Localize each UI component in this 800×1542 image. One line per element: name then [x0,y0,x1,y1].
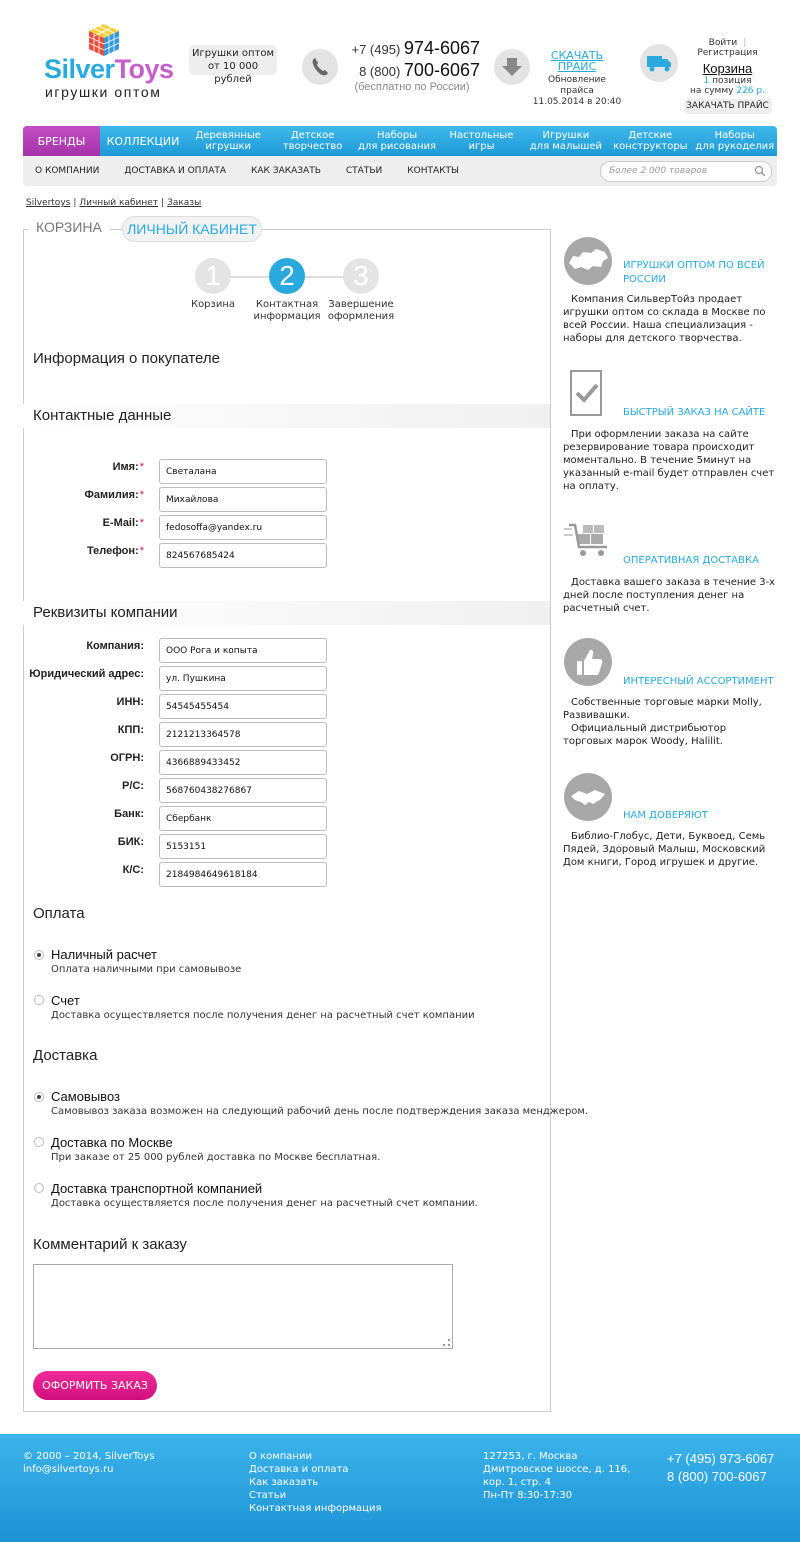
company-field[interactable]: ООО Рога и копыта [159,638,327,663]
download-price-link[interactable]: СКАЧАТЬ ПРАЙС [550,49,604,73]
sidebar-3-text: Доставка вашего заказа в течение 3-х дней после поступления денег на расчетный счет. [563,577,776,614]
nav-needlework-sets[interactable]: Наборы для рукоделия [695,130,775,152]
sidebar-4-text: Собственные торговые марки Molly, Развивашки. Официальный дистрибьютор торговых марок Woody, Halilit. [563,697,762,747]
company-label: Компания: [86,640,144,652]
footer-hours: Пн-Пт 8:30-17:30 [483,1490,573,1501]
breadcrumb-account[interactable]: Личный кабинет [79,198,159,208]
phone2-number[interactable]: 700-6067 [403,60,480,80]
inn-field[interactable]: 54545455454 [159,694,327,719]
footer-link-articles[interactable]: Статьи [249,1490,287,1501]
phone-block [340,38,480,93]
rubik-cube-icon [86,22,122,58]
truck-icon [640,44,678,82]
nav-constructors[interactable]: Детские конструкторы [613,130,688,152]
ogrn-field[interactable]: 4366889433452 [159,750,327,775]
logo-wordmark: SilverToys [44,54,174,84]
sidebar-5-title: НАМ ДОВЕРЯЮТ [623,810,708,821]
sidebar-5-text: Библио-Глобус, Дети, Буквоед, Семь Пядей, Здоровый Малыш, Московский Дом книги, Город игрушек и другие. [563,831,766,868]
footer-address-line: 127253, г. Москва [483,1451,578,1462]
payment-cash-radio[interactable] [34,950,44,960]
resize-grip-icon[interactable] [443,1339,450,1346]
first-name-label: Имя:* [112,461,144,473]
cart-link[interactable]: Корзина [702,61,753,76]
company-heading: Реквизиты компании [33,604,178,621]
sidebar-1-text: Компания СильверТойз продает игрушки оптом со склада в Москве по всей России. Наша специализация - наборы для детского творчества. [563,294,766,344]
delivery-heading: Доставка [33,1047,98,1064]
nav-wooden-toys[interactable]: Деревянные игрушки [195,130,261,152]
footer-phone-2[interactable]: 8 (800) 700-6067 [667,1469,767,1484]
russia-map-icon [563,236,613,286]
footer-address-line: Дмитровское шоссе, д. 116, [483,1464,631,1475]
footer-address-line: кор. 1, стр. 4 [483,1477,551,1488]
corr-account-label: К/С: [122,864,144,876]
subnav-articles[interactable]: СТАТЬИ [345,166,383,176]
register-link[interactable]: Регистрация [697,48,758,58]
legal-address-label: Юридический адрес: [29,668,144,680]
phone-field[interactable]: 824567685424 [159,543,327,568]
last-name-field[interactable]: Михайлова [159,487,327,512]
email-field[interactable]: fedosoffa@yandex.ru [159,515,327,540]
first-name-field[interactable]: Светалана [159,459,327,484]
buyer-info-heading: Информация о покупателе [33,350,220,367]
nav-board-games[interactable]: Настольные игры [449,130,514,152]
footer-phone-1[interactable]: +7 (495) 973-6067 [667,1451,775,1466]
ogrn-label: ОГРН: [110,752,144,764]
handshake-icon [563,772,613,822]
footer-link-about[interactable]: О компании [249,1451,312,1462]
inn-label: ИНН: [116,696,144,708]
submit-order-button[interactable]: ОФОРМИТЬ ЗАКАЗ [33,1371,157,1400]
delivery-transport-radio[interactable] [34,1183,44,1193]
step-1-circle: 1 [195,258,231,294]
contacts-heading: Контактные данные [33,407,172,424]
delivery-pickup-desc: Самовывоз заказа возможен на следующий рабочий день после подтверждения заказа менджером. [51,1106,589,1117]
footer [0,1434,800,1542]
delivery-pickup-label[interactable]: Самовывоз [51,1089,120,1104]
main-nav [23,126,777,156]
download-price-button[interactable]: ЗАКАЧАТЬ ПРАЙС [684,99,772,114]
last-name-label: Фамилия:* [84,489,144,501]
step-3-label: Завершение оформления [327,299,395,322]
kpp-field[interactable]: 2121213364578 [159,722,327,747]
phone1-number[interactable]: 974-6067 [403,38,480,58]
sidebar-4-title: ИНТЕРЕСНЫЙ АССОРТИМЕНТ [623,676,774,687]
price-block [532,50,622,108]
phone1-code: +7 (495) [351,42,401,57]
footer-link-delivery[interactable]: Доставка и оплата [249,1464,349,1475]
payment-heading: Оплата [33,905,85,922]
bik-field[interactable]: 5153151 [159,834,327,859]
cart-sum: 226 р. [736,86,765,96]
checklist-icon [563,368,613,418]
sidebar-3-title: ОПЕРАТИВНАЯ ДОСТАВКА [623,555,759,566]
footer-link-contacts[interactable]: Контактная информация [249,1503,382,1514]
email-label: E-Mail:* [102,517,144,529]
account-block: Войти |Регистрация Корзина 1 позиция на сумму 226 р. ЗАКАЧАТЬ ПРАЙС [680,38,775,114]
search-input[interactable]: Более 2 000 товаров [600,161,772,182]
kpp-label: КПП: [117,724,144,736]
delivery-moscow-radio[interactable] [34,1137,44,1147]
payment-cash-desc: Оплата наличными при самовывозе [51,964,242,975]
logo-tagline: игрушки оптом [45,84,162,100]
footer-link-how-to-order[interactable]: Как заказать [249,1477,319,1488]
footer-copyright: © 2000 – 2014, SilverToys [23,1451,155,1462]
login-link[interactable]: Войти [708,38,738,48]
tab-cart[interactable]: КОРЗИНА [28,219,110,235]
breadcrumb-home[interactable]: Silvertoys [26,198,71,208]
tab-account[interactable]: ЛИЧНЫЙ КАБИНЕТ [122,216,262,242]
nav-collections[interactable]: КОЛЛЕКЦИИ [106,134,180,148]
payment-invoice-desc: Доставка осуществляется после получения денег на расчетный счет компании [51,1010,475,1021]
bik-label: БИК: [117,836,144,848]
account-number-label: Р/С: [122,780,144,792]
footer-email[interactable]: info@silvertoys.ru [23,1464,114,1475]
delivery-transport-desc: Доставка осуществляется после получения денег на расчетный счет компании. [51,1198,478,1209]
payment-invoice-label[interactable]: Счет [51,993,80,1008]
phone-note: (бесплатно по России) [354,81,470,93]
nav-baby-toys[interactable]: Игрушки для малышей [529,130,603,152]
bank-label: Банк: [114,808,144,820]
wholesale-badge: Игрушки оптом от 10 000 рублей [189,45,277,75]
subnav-about[interactable]: О КОМПАНИИ [35,166,100,176]
delivery-transport-label[interactable]: Доставка транспортной компанией [51,1181,263,1196]
delivery-pickup-radio[interactable] [34,1092,44,1102]
price-update-date: 11.05.2014 в 20:40 [532,97,622,107]
subnav-delivery[interactable]: ДОСТАВКА И ОПЛАТА [124,166,227,176]
delivery-moscow-desc: При заказе от 25 000 рублей доставка по Москве бесплатная. [51,1152,381,1163]
breadcrumb-orders[interactable]: Заказы [167,198,202,208]
download-arrow-icon[interactable] [494,49,530,85]
corr-account-field[interactable]: 2184984649618184 [159,862,327,887]
phone-icon [302,49,338,85]
legal-address-field[interactable]: ул. Пушкина [159,666,327,691]
comment-heading: Комментарий к заказу [33,1236,187,1253]
thumbs-up-icon [563,637,613,687]
sidebar-2-title: БЫСТРЫЙ ЗАКАЗ НА САЙТЕ [623,407,766,418]
step-2-circle: 2 [269,258,305,294]
step-3-circle: 3 [343,258,379,294]
nav-drawing-sets[interactable]: Наборы для рисования [358,130,437,152]
breadcrumb: Silvertoys | Личный кабинет | Заказы [26,198,202,208]
comment-textarea[interactable] [33,1264,453,1349]
sidebar-1-title: ИГРУШКИ ОПТОМ ПО ВСЕЙ РОССИИ [623,260,765,285]
nav-kids-creativity[interactable]: Детское творчество [282,130,343,152]
subnav-how-to-order[interactable]: КАК ЗАКАЗАТЬ [251,166,321,176]
subnav-contacts[interactable]: КОНТАКТЫ [407,166,459,176]
logo[interactable] [40,20,174,105]
price-update-label: Обновление прайса [548,75,606,96]
cart-count: 1 [703,76,710,86]
delivery-moscow-label[interactable]: Доставка по Москве [51,1135,173,1150]
search-icon[interactable] [754,165,766,177]
payment-invoice-radio[interactable] [34,995,44,1005]
step-1-label: Корзина [190,299,236,310]
payment-cash-label[interactable]: Наличный расчет [51,947,157,962]
step-2-label: Контактная информация [253,299,321,322]
bank-field[interactable]: Сбербанк [159,806,327,831]
phone2-code: 8 (800) [359,64,401,79]
account-number-field[interactable]: 568760438276867 [159,778,327,803]
delivery-cart-icon [563,515,613,565]
nav-brands[interactable]: БРЕНДЫ [23,126,100,156]
phone-label: Телефон:* [86,545,144,557]
sidebar-2-text: При оформлении заказа на сайте резервирование товара происходит моментально. В течение 5минут на указанный e-mail будет отправлен счет на оплату. [563,429,775,492]
